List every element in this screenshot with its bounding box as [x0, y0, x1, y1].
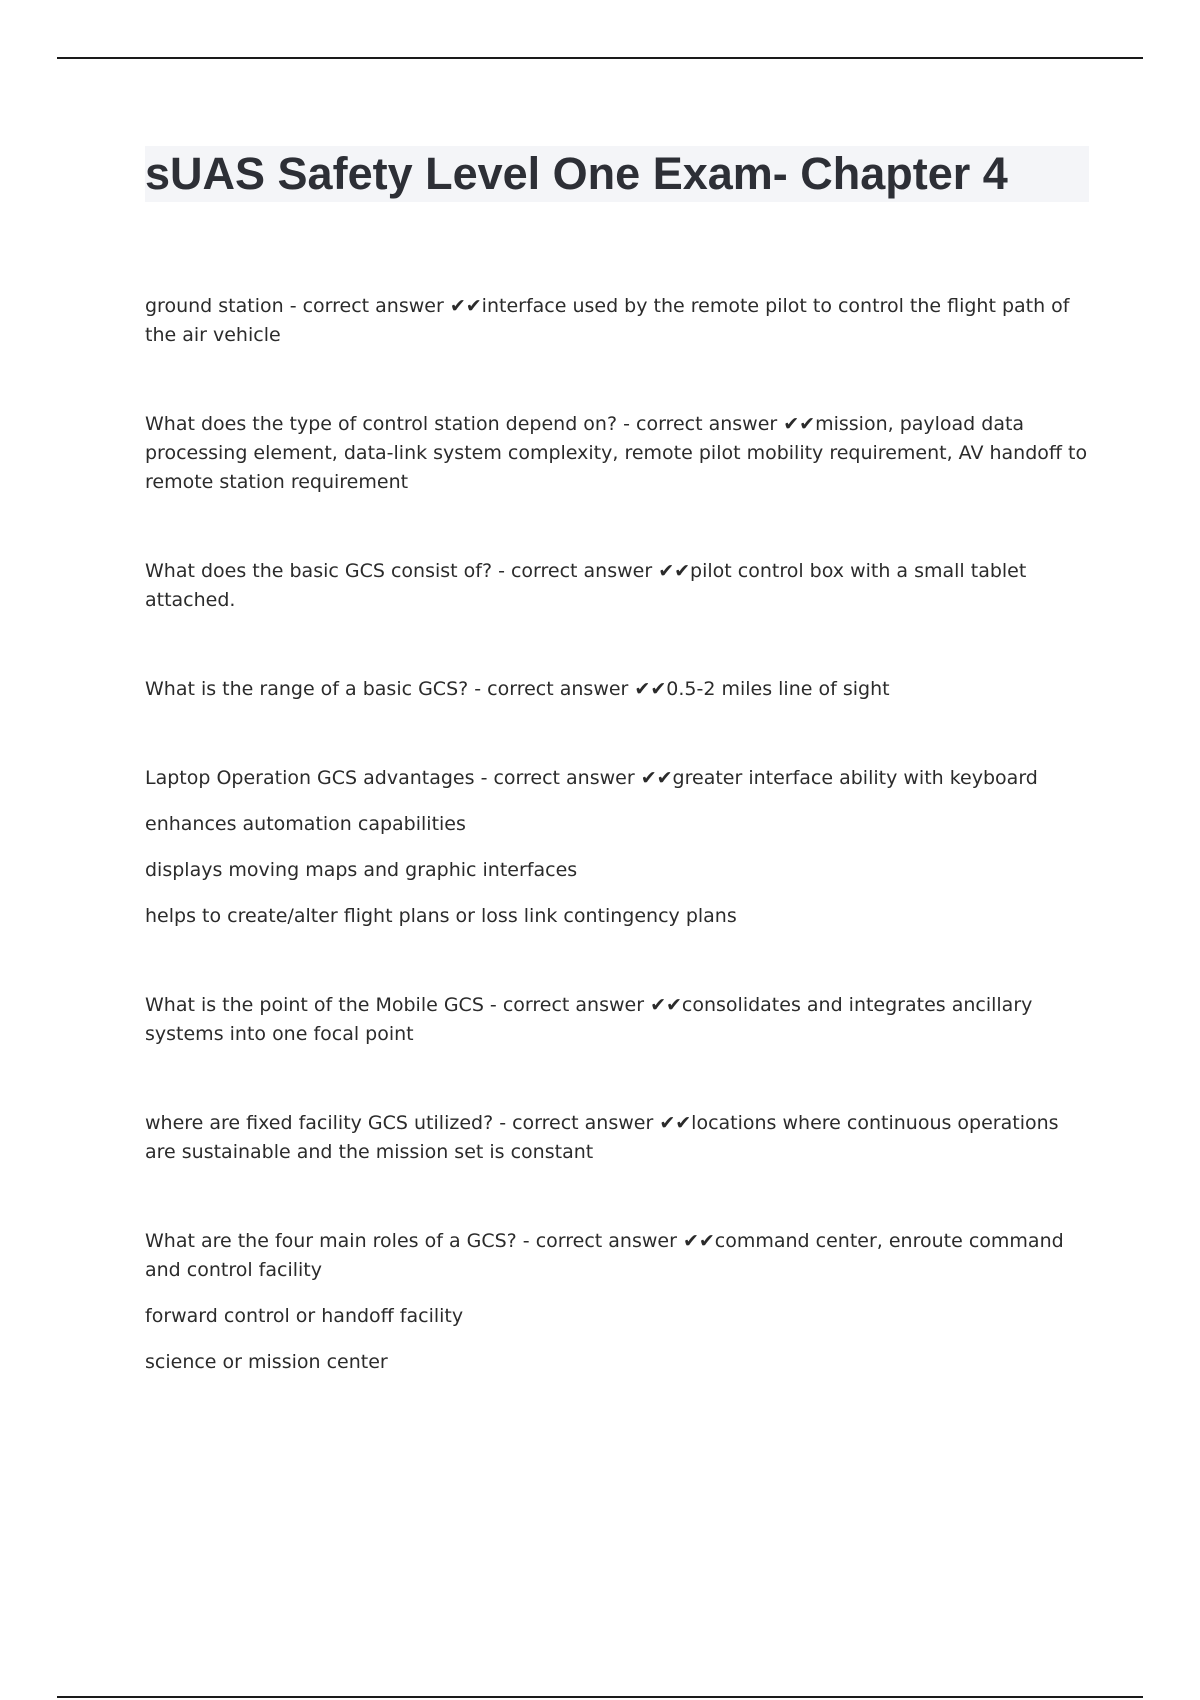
answer-text: mission, payload data processing element, data-link system complexity, remote pilot mobility requirement, AV handoff to remote station requirement — [145, 413, 1088, 493]
separator-text: - correct answer — [483, 994, 651, 1016]
answer-extra-line: forward control or handoff facility — [145, 1305, 464, 1327]
answer-extra-line: enhances automation capabilities — [145, 813, 466, 835]
qa-item — [145, 410, 1095, 497]
qa-line — [145, 1227, 1095, 1285]
answer-text: command center, enroute command and control facility — [145, 1230, 1064, 1281]
question-text: What is the range of a basic GCS? — [145, 678, 469, 700]
question-text: where are fixed facility GCS utilized? — [145, 1112, 494, 1134]
qa-item — [145, 292, 1095, 350]
qa-line — [145, 1109, 1095, 1167]
check-icon: ✔✔ — [650, 994, 682, 1016]
separator-text: - correct answer — [474, 767, 641, 789]
separator-text: - correct answer — [283, 295, 450, 317]
answer-extra-line: displays moving maps and graphic interfaces — [145, 859, 578, 881]
check-icon: ✔✔ — [640, 767, 673, 789]
question-text: What are the four main roles of a GCS? — [145, 1230, 517, 1252]
answer-text: 0.5-2 miles line of sight — [666, 678, 890, 700]
qa-item — [145, 557, 1095, 615]
question-text: What does the type of control station depend on? — [145, 413, 618, 435]
qa-item — [145, 764, 1095, 931]
page-title: sUAS Safety Level One Exam- Chapter 4 — [145, 148, 1008, 199]
answer-text: consolidates and integrates ancillary systems into one focal point — [145, 994, 1033, 1045]
question-text: ground station — [145, 295, 284, 317]
answer-extra-line: science or mission center — [145, 1351, 388, 1373]
answer-text: interface used by the remote pilot to control the flight path of the air vehicle — [145, 295, 1070, 346]
separator-text: - correct answer — [492, 560, 659, 582]
qa-list — [145, 292, 1095, 1377]
qa-item — [145, 1109, 1095, 1167]
separator-text: - correct answer — [493, 1112, 660, 1134]
qa-line — [145, 292, 1095, 350]
separator-text: - correct answer — [468, 678, 635, 700]
separator-text: - correct answer — [516, 1230, 683, 1252]
question-text: What does the basic GCS consist of? — [145, 560, 493, 582]
check-icon: ✔✔ — [449, 295, 482, 317]
qa-item — [145, 675, 1095, 704]
top-rule — [57, 57, 1143, 59]
answer-text: greater interface ability with keyboard — [672, 767, 1038, 789]
title-banner — [145, 146, 1089, 202]
check-icon: ✔✔ — [658, 560, 691, 582]
qa-line — [145, 675, 1095, 704]
question-text: Laptop Operation GCS advantages — [145, 767, 475, 789]
answer-text: pilot control box with a small tablet attached. — [145, 560, 1027, 611]
check-icon: ✔✔ — [783, 413, 816, 435]
qa-item — [145, 1227, 1095, 1377]
answer-text: locations where continuous operations are sustainable and the mission set is constant — [145, 1112, 1059, 1163]
question-text: What is the point of the Mobile GCS — [145, 994, 484, 1016]
qa-item — [145, 991, 1095, 1049]
check-icon: ✔✔ — [634, 678, 667, 700]
qa-line — [145, 410, 1095, 497]
qa-line — [145, 764, 1095, 793]
qa-line — [145, 557, 1095, 615]
separator-text: - correct answer — [617, 413, 784, 435]
answer-extra-line: helps to create/alter flight plans or loss link contingency plans — [145, 905, 737, 927]
check-icon: ✔✔ — [659, 1112, 692, 1134]
bottom-rule — [57, 1696, 1143, 1698]
qa-line — [145, 991, 1095, 1049]
check-icon: ✔✔ — [682, 1230, 715, 1252]
